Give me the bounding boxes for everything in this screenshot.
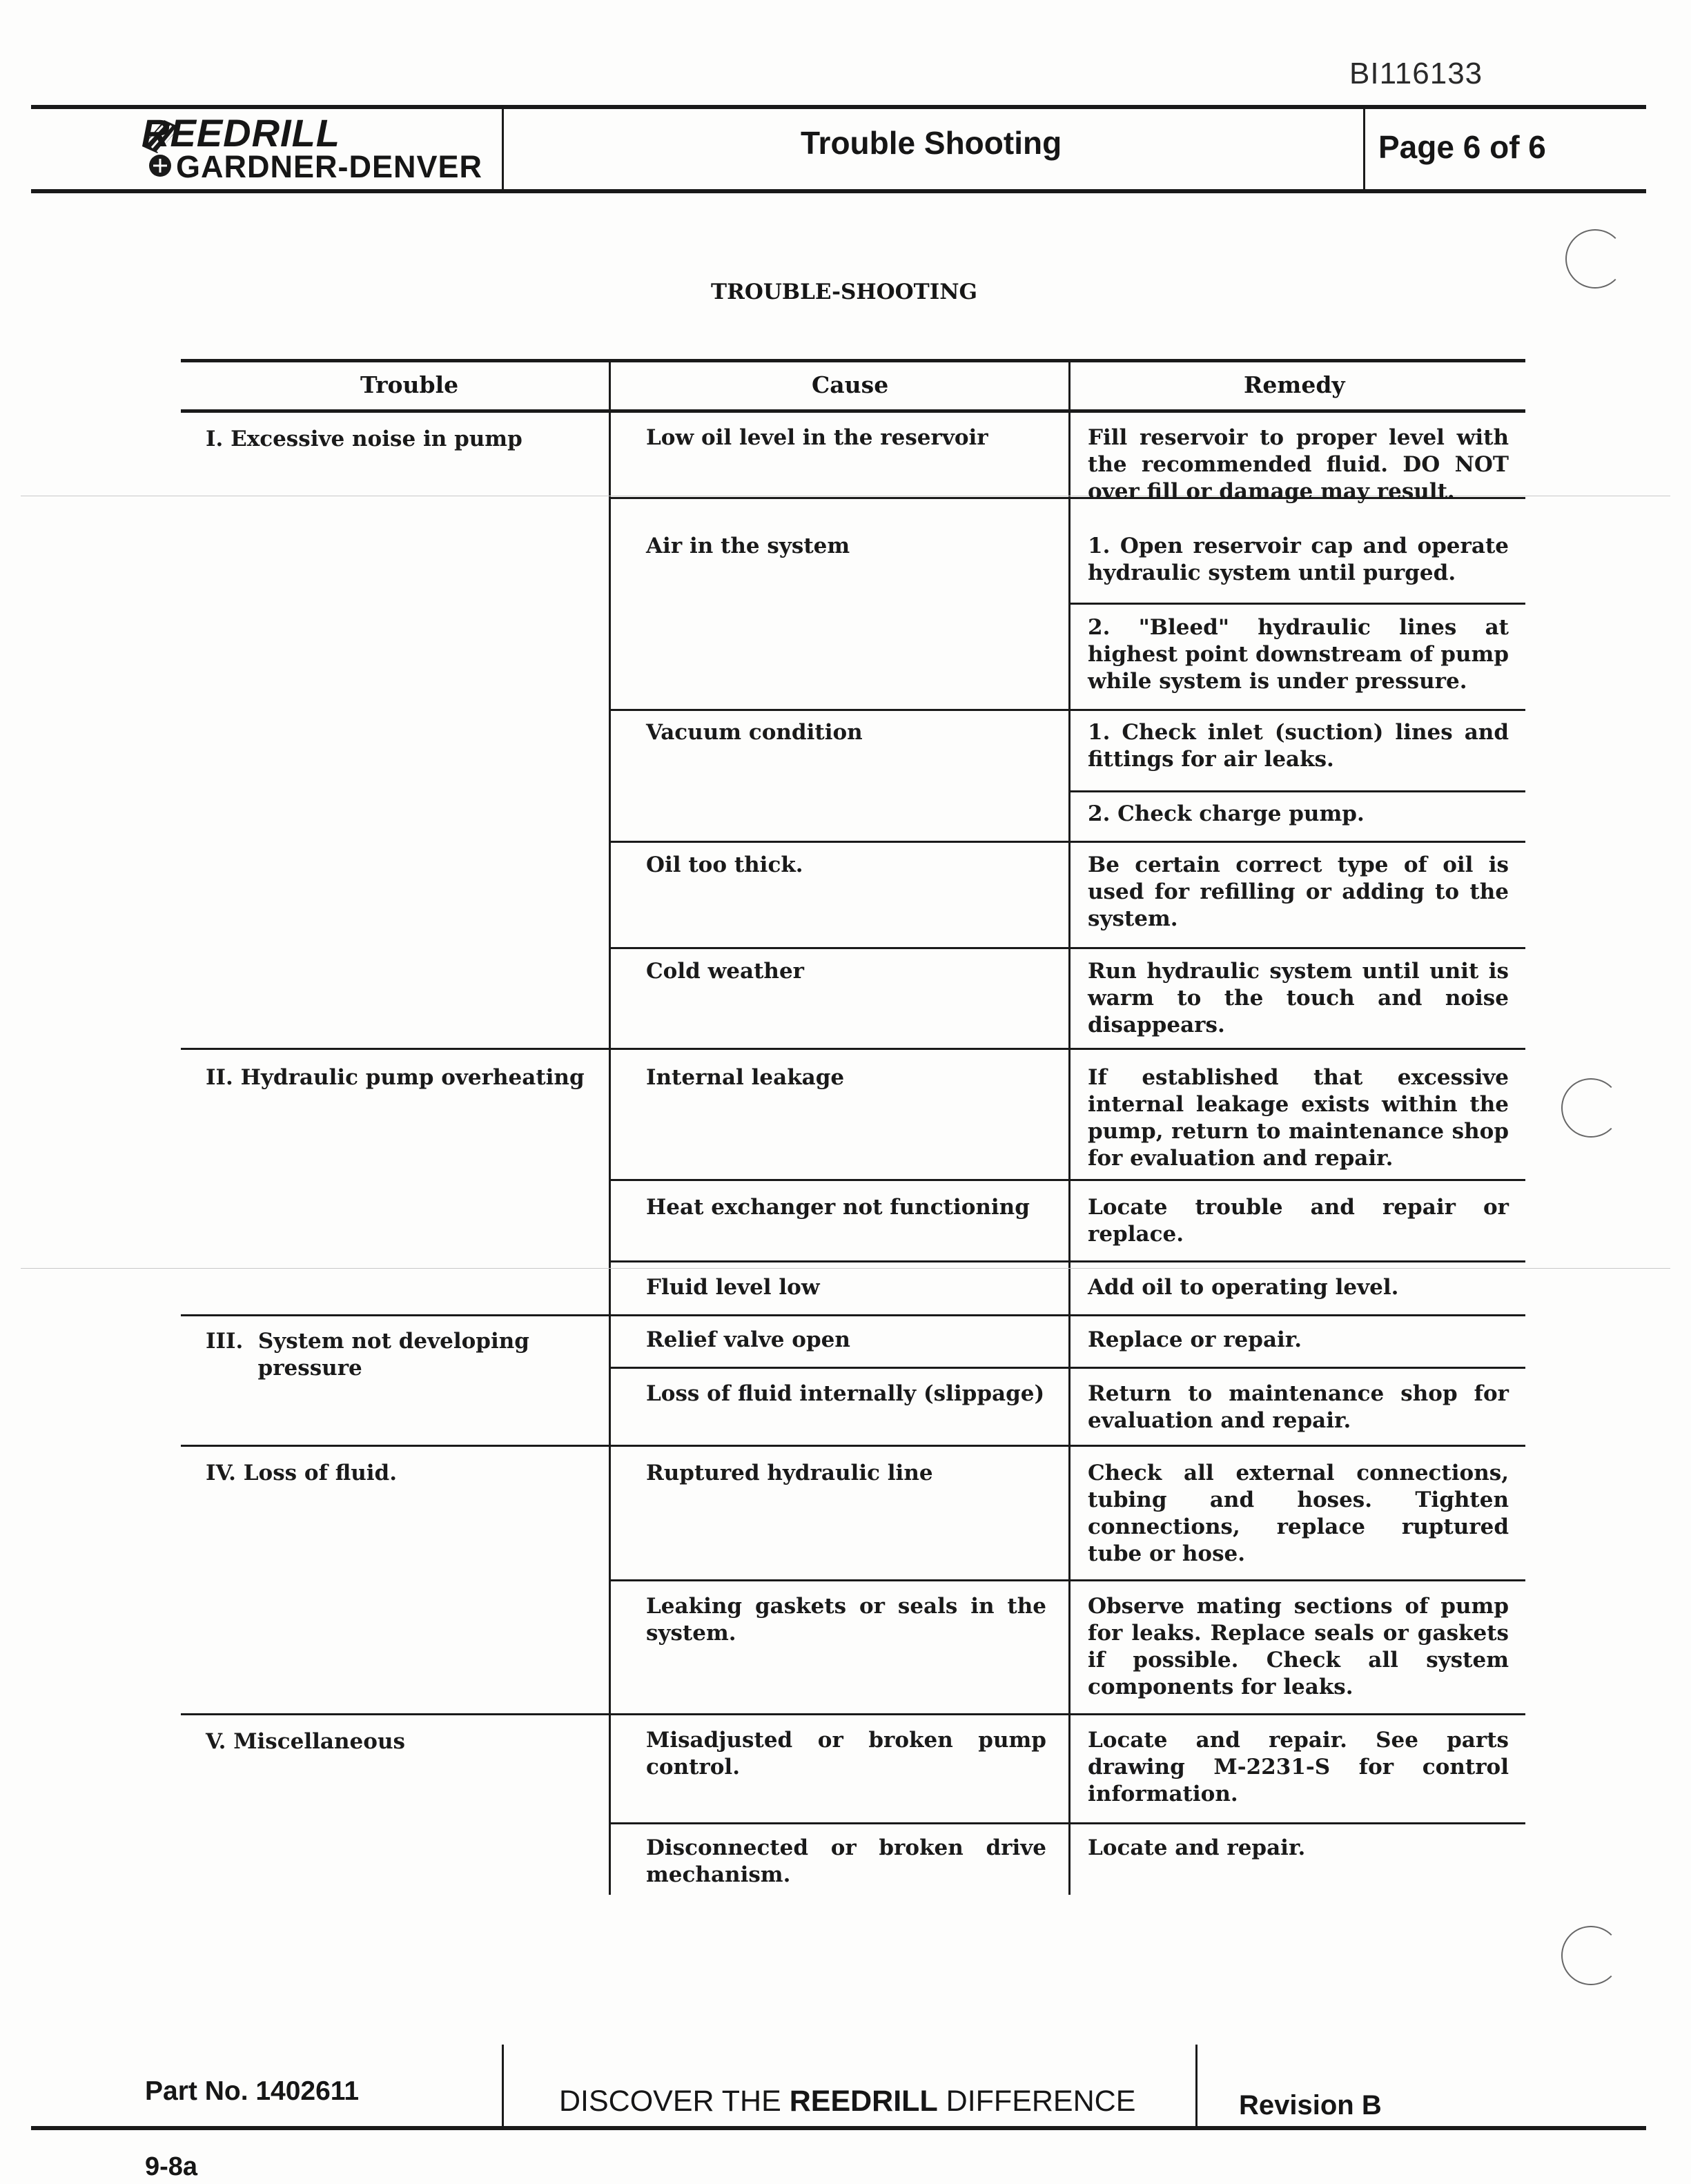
row-rule — [609, 841, 1525, 843]
punch-hole-bottom — [1561, 1926, 1621, 1985]
header-bottom-rule — [31, 189, 1646, 193]
column-header-trouble: Trouble — [360, 371, 459, 398]
row-rule — [181, 1445, 1525, 1447]
remedy-cell: Locate and repair. See parts drawing M-2231-S for control information. — [1088, 1728, 1509, 1806]
remedy-cell: 2. "Bleed" hydraulic lines at highest point downstream of pump while system is under pressure. — [1088, 615, 1509, 694]
remedy-cell: Locate and repair. — [1088, 1835, 1306, 1860]
header-divider-right — [1363, 109, 1365, 189]
footer-divider-left — [502, 2045, 504, 2126]
trouble-cell: I. Excessive noise in pump — [206, 427, 522, 451]
trouble-cell: V. Miscellaneous — [206, 1729, 405, 1754]
trouble-cell: III. System not developing pressure — [206, 1329, 529, 1381]
remedy-cell: Observe mating sections of pump for leaks. Replace seals or gaskets if possible. Check all system components for leaks. — [1088, 1594, 1509, 1699]
row-rule — [609, 1179, 1525, 1181]
cause-cell: Internal leakage — [646, 1065, 845, 1090]
cause-cell: Cold weather — [646, 959, 805, 984]
cause-cell: Leaking gaskets or seals in the system. — [646, 1594, 1046, 1646]
table-top-rule — [181, 359, 1525, 362]
cause-cell: Disconnected or broken drive mechanism. — [646, 1835, 1046, 1887]
row-rule — [609, 947, 1525, 949]
logo-reedrill: REEDRILL — [141, 111, 340, 155]
remedy-cell: Replace or repair. — [1088, 1327, 1302, 1352]
document-title: TROUBLE-SHOOTING — [711, 280, 978, 304]
trouble-cell: II. Hydraulic pump overheating — [206, 1065, 585, 1090]
remedy-cell: 2. Check charge pump. — [1088, 801, 1365, 826]
part-number: Part No. 1402611 — [145, 2076, 360, 2106]
row-rule — [609, 1260, 1525, 1262]
remedy-cell: Fill reservoir to proper level with the recommended fluid. DO NOT over fill or damage may result. — [1088, 425, 1509, 504]
remedy-cell: If established that excessive internal leakage exists within the pump, return to maintenance shop for evaluation and repair. — [1088, 1065, 1509, 1171]
cause-cell: Vacuum condition — [646, 720, 863, 745]
punch-hole-middle — [1561, 1078, 1621, 1138]
revision: Revision B — [1239, 2090, 1382, 2120]
row-rule — [609, 1579, 1525, 1581]
cause-cell: Air in the system — [646, 534, 850, 558]
column-header-remedy: Remedy — [1244, 371, 1345, 398]
row-rule — [1068, 603, 1525, 605]
cause-cell: Ruptured hydraulic line — [646, 1461, 933, 1485]
trouble-cell: IV. Loss of fluid. — [206, 1461, 398, 1485]
remedy-cell: Be certain correct type of oil is used for refilling or adding to the system. — [1088, 852, 1509, 931]
remedy-cell: Return to maintenance shop for evaluation and repair. — [1088, 1381, 1509, 1433]
cause-cell: Low oil level in the reservoir — [646, 425, 988, 450]
row-rule — [609, 1822, 1525, 1824]
cause-cell: Loss of fluid internally (slippage) — [646, 1381, 1045, 1406]
footer-slogan — [559, 2085, 1135, 2118]
table-col-divider-2 — [1068, 359, 1071, 1895]
document-id: BI116133 — [1349, 57, 1483, 90]
remedy-cell: 1. Check inlet (suction) lines and fittings for air leaks. — [1088, 720, 1509, 772]
row-rule — [181, 1314, 1525, 1316]
table-header-rule — [181, 409, 1525, 413]
logo-gardner-denver: GARDNER-DENVER — [176, 149, 483, 184]
header-page-number: Page 6 of 6 — [1378, 129, 1546, 165]
cause-cell: Heat exchanger not functioning — [646, 1195, 1030, 1220]
header-title: Trouble Shooting — [801, 125, 1062, 161]
remedy-cell: Run hydraulic system until unit is warm to the touch and noise disappears. — [1088, 959, 1509, 1037]
header-divider-left — [502, 109, 504, 189]
row-rule — [609, 709, 1525, 711]
remedy-cell: 1. Open reservoir cap and operate hydraulic system until purged. — [1088, 534, 1509, 585]
footer-divider-right — [1195, 2045, 1198, 2126]
row-rule — [181, 1048, 1525, 1050]
remedy-cell: Add oil to operating level. — [1088, 1275, 1399, 1300]
cause-cell: Oil too thick. — [646, 852, 803, 877]
cause-cell: Relief valve open — [646, 1327, 850, 1352]
table-col-divider-1 — [609, 359, 611, 1895]
row-rule — [1068, 790, 1525, 792]
remedy-cell: Locate trouble and repair or replace. — [1088, 1195, 1509, 1247]
slogan-prefix: DISCOVER THE — [559, 2085, 790, 2118]
header-top-rule — [31, 105, 1646, 109]
slogan-suffix: DIFFERENCE — [937, 2085, 1136, 2118]
remedy-cell: Check all external connections, tubing and hoses. Tighten connections, replace ruptured tube or hose. — [1088, 1461, 1509, 1566]
row-rule — [181, 1713, 1525, 1715]
column-header-cause: Cause — [812, 371, 889, 398]
footer-rule — [31, 2126, 1646, 2130]
punch-hole-top — [1565, 229, 1625, 289]
slogan-brand: REEDRILL — [789, 2085, 938, 2118]
scan-line — [21, 1268, 1670, 1269]
cause-cell: Misadjusted or broken pump control. — [646, 1728, 1046, 1780]
row-rule — [609, 1367, 1525, 1369]
page-code: 9-8a — [145, 2152, 198, 2181]
cause-cell: Fluid level low — [646, 1275, 820, 1300]
